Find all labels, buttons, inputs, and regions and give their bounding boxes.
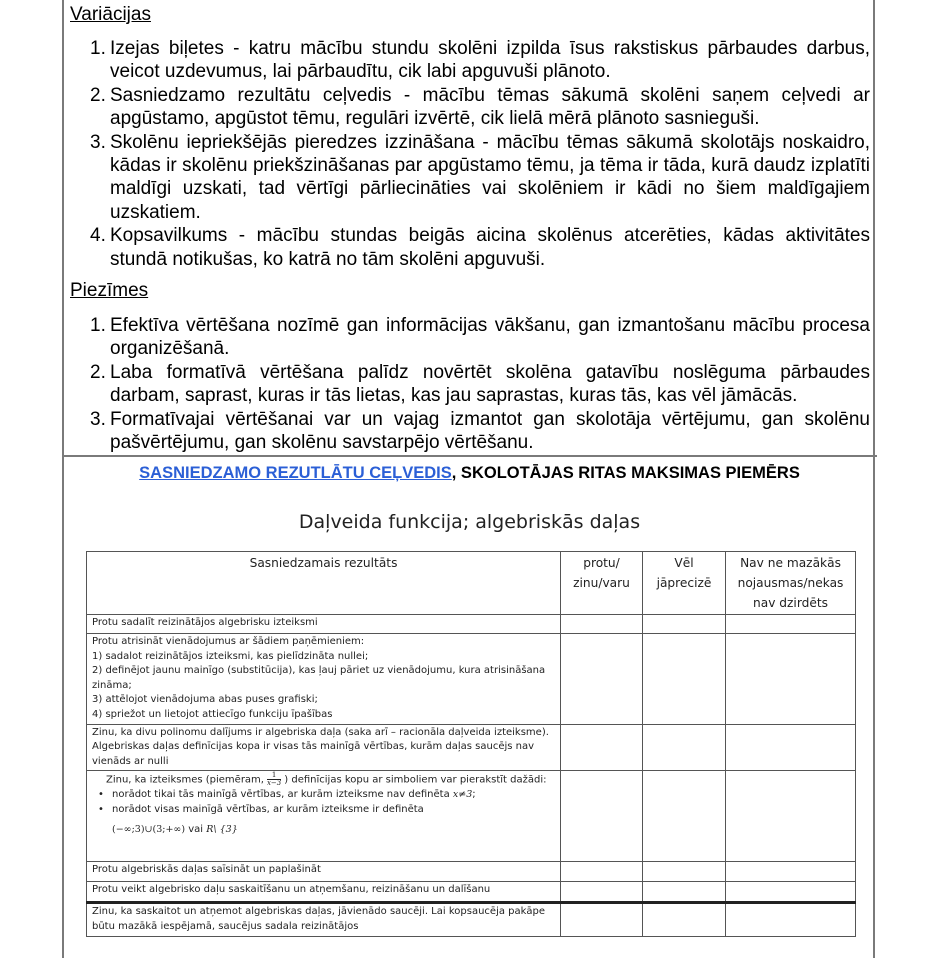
check-cell-clarify[interactable] [643,771,726,862]
check-cell-know[interactable] [561,882,643,903]
note-item [90,361,870,408]
result-cell [87,771,561,862]
item-number: 3. [90,408,106,430]
item-text: Efektīva vērtēšana nozīmē gan informācijas vākšanu, gan izmantošanu mācību procesa organizēšanā. [110,315,870,360]
bullet-item: • norādot tikai tās mainīgā vērtības, ar kurām izteiksme nav definēta x≠3; [92,788,555,803]
bullet-item: • norādot visas mainīgā vērtības, ar kurām izteiksme ir definēta [92,803,555,818]
result-cell: Protu sadalīt reizinātājos algebrisku izteiksmi [87,615,561,634]
interval-line [92,823,555,838]
item-text: Sasniedzamo rezultātu ceļvedis - mācību tēmas sākumā skolēni saņem ceļvedi ar apgūstamo, apgūstot tēmu, regulāri izvērtē, cik lielā mērā plānoto sasnieguši. [110,84,870,130]
item-number: 3. [90,131,106,153]
item-text: Formatīvajai vērtēšanai var un vajag izmantot gan skolotāja vērtējumu, gan skolēnu pašvērtējumu, gan skolēnu savstarpējo vērtēšanu. [110,408,870,454]
result-cell: Protu algebriskās daļas saīsināt un paplašināt [87,862,561,882]
check-cell-clarify[interactable] [643,615,726,634]
check-cell-clarify[interactable] [643,862,726,882]
notes-heading: Piezīmes [70,280,149,301]
note-item [90,408,870,455]
check-cell-clarify[interactable] [643,882,726,903]
variation-item [90,131,870,225]
table-row [87,724,856,771]
check-cell-no-idea[interactable] [726,903,856,936]
table-row [87,882,856,903]
check-cell-know[interactable] [561,903,643,936]
definition-block [92,772,555,788]
def-pre: Zinu, ka izteiksmes (piemēram, [106,774,264,786]
check-cell-clarify[interactable] [643,634,726,725]
fraction-denominator: x−3 [266,779,282,788]
check-cell-no-idea[interactable] [726,771,856,862]
header-clarify: Vēl jāprecizē [643,552,726,615]
result-line: 4) spriežot un lietojot attiecīgo funkciju īpašības [92,708,333,720]
table-header-row [87,552,856,615]
item-number: 1. [90,38,106,59]
item-text: Izejas biļetes - katru mācību stundu skolēni izpilda īsus rakstiskus pārbaudes darbus, veicot uzdevumus, lai pārbaudītu, cik labi apguvuši plānoto. [110,38,870,83]
guide-link[interactable]: SASNIEDZAMO REZUTLĀTU CEĻVEDIS [139,464,452,482]
variation-item [90,37,870,84]
check-cell-no-idea[interactable] [726,882,856,903]
note-item [90,314,870,361]
result-cell: Zinu, ka saskaitot un atņemot algebriskas daļas, jāvienādo saucēji. Lai kopsaucēja pakāpe būtu mazākā iespējamā, saucējus sadala reizinātājos [87,903,561,936]
check-cell-no-idea[interactable] [726,862,856,882]
check-cell-clarify[interactable] [643,724,726,771]
doc-subtitle: Daļveida funkcija; algebriskās daļas [298,511,641,533]
table-row [87,862,856,882]
fraction [267,772,281,787]
result-intro: Protu atrisināt vienādojumus ar šādiem paņēmieniem: [92,636,365,647]
result-line: 1) sadalot reizinātājos izteiksmi, kas pielīdzināta nullei; [92,650,369,662]
variations-heading: Variācijas [70,4,151,25]
guide-title-rest: , SKOLOTĀJAS RITAS MAKSIMAS PIEMĒRS [451,464,800,482]
check-cell-no-idea[interactable] [726,724,856,771]
table-row [87,903,856,936]
table-row [87,634,856,725]
check-cell-know[interactable] [561,724,643,771]
item-number: 2. [90,84,106,106]
result-cell [87,634,561,725]
check-cell-clarify[interactable] [643,903,726,936]
item-number: 2. [90,361,106,383]
check-cell-know[interactable] [561,771,643,862]
item-number: 1. [90,315,106,336]
result-line: 3) attēlojot vienādojuma abas puses grafiski; [92,694,318,706]
header-result: Sasniedzamais rezultāts [87,552,561,615]
section-divider [62,455,877,457]
set-expr: R\ {3} [206,823,238,835]
header-know: protu/ zinu/varu [561,552,643,615]
math-expr: x≠3 [452,789,473,801]
variation-item [90,224,870,271]
header-no-idea: Nav ne mazākās nojausmas/nekas nav dzirdēts [726,552,856,615]
guide-title [62,464,877,483]
result-cell: Protu veikt algebrisko daļu saskaitīšanu un atņemšanu, reizināšanu un dalīšanu [87,882,561,903]
item-text: Laba formatīvā vērtēšana palīdz novērtēt skolēna gatavību noslēguma pārbaudes darbam, saprast, kuras ir tās lietas, kas jau saprastas, kuras tās, kas vēl jāmācās. [110,361,870,407]
check-cell-no-idea[interactable] [726,634,856,725]
check-cell-know[interactable] [561,862,643,882]
fraction-numerator: 1 [267,772,281,780]
notes-list [90,314,870,454]
item-text: Skolēnu iepriekšējās pieredzes izzināšana - mācību tēmas sākumā skolotājs noskaidro, kādas ir skolēnu priekšzināšanas par apgūstamo tēmu, ja tēma ir tāda, kurā daudz izplatīti maldīgi uzskati, tad vērtīgi pārliecināties vai skolēniem ir kādi no šiem maldīgajiem uzskatiem. [110,131,870,223]
result-cell: Zinu, ka divu polinomu dalījums ir algebriska daļa (saka arī – racionāla daļveida izteiksme). Algebriskas daļas definīcijas kopa ir visas tās mainīgā vērtības, kurām daļas saucējs nav vienāds ar nulli [87,724,561,771]
check-cell-know[interactable] [561,634,643,725]
or-word: vai [188,823,204,835]
interval-expr: (−∞;3)∪(3;+∞) [112,823,186,835]
check-cell-no-idea[interactable] [726,615,856,634]
variations-list [90,37,870,271]
variation-item [90,84,870,131]
item-text: Kopsavilkums - mācību stundas beigās aicina skolēnus atcerēties, kādas aktivitātes stundā notikušas, ko katrā no tām skolēni apguvuši. [110,225,870,270]
check-cell-know[interactable] [561,615,643,634]
results-table [86,551,856,937]
def-post: ) definīcijas kopu ar simboliem var pierakstīt dažādi: [284,774,547,786]
item-number: 4. [90,225,106,247]
table-row [87,771,856,862]
result-line: 2) definējot jaunu mainīgo (substitūcija), kas ļauj pāriet uz vienādojumu, kura atrisināšana zināma; [92,665,546,691]
table-row [87,615,856,634]
